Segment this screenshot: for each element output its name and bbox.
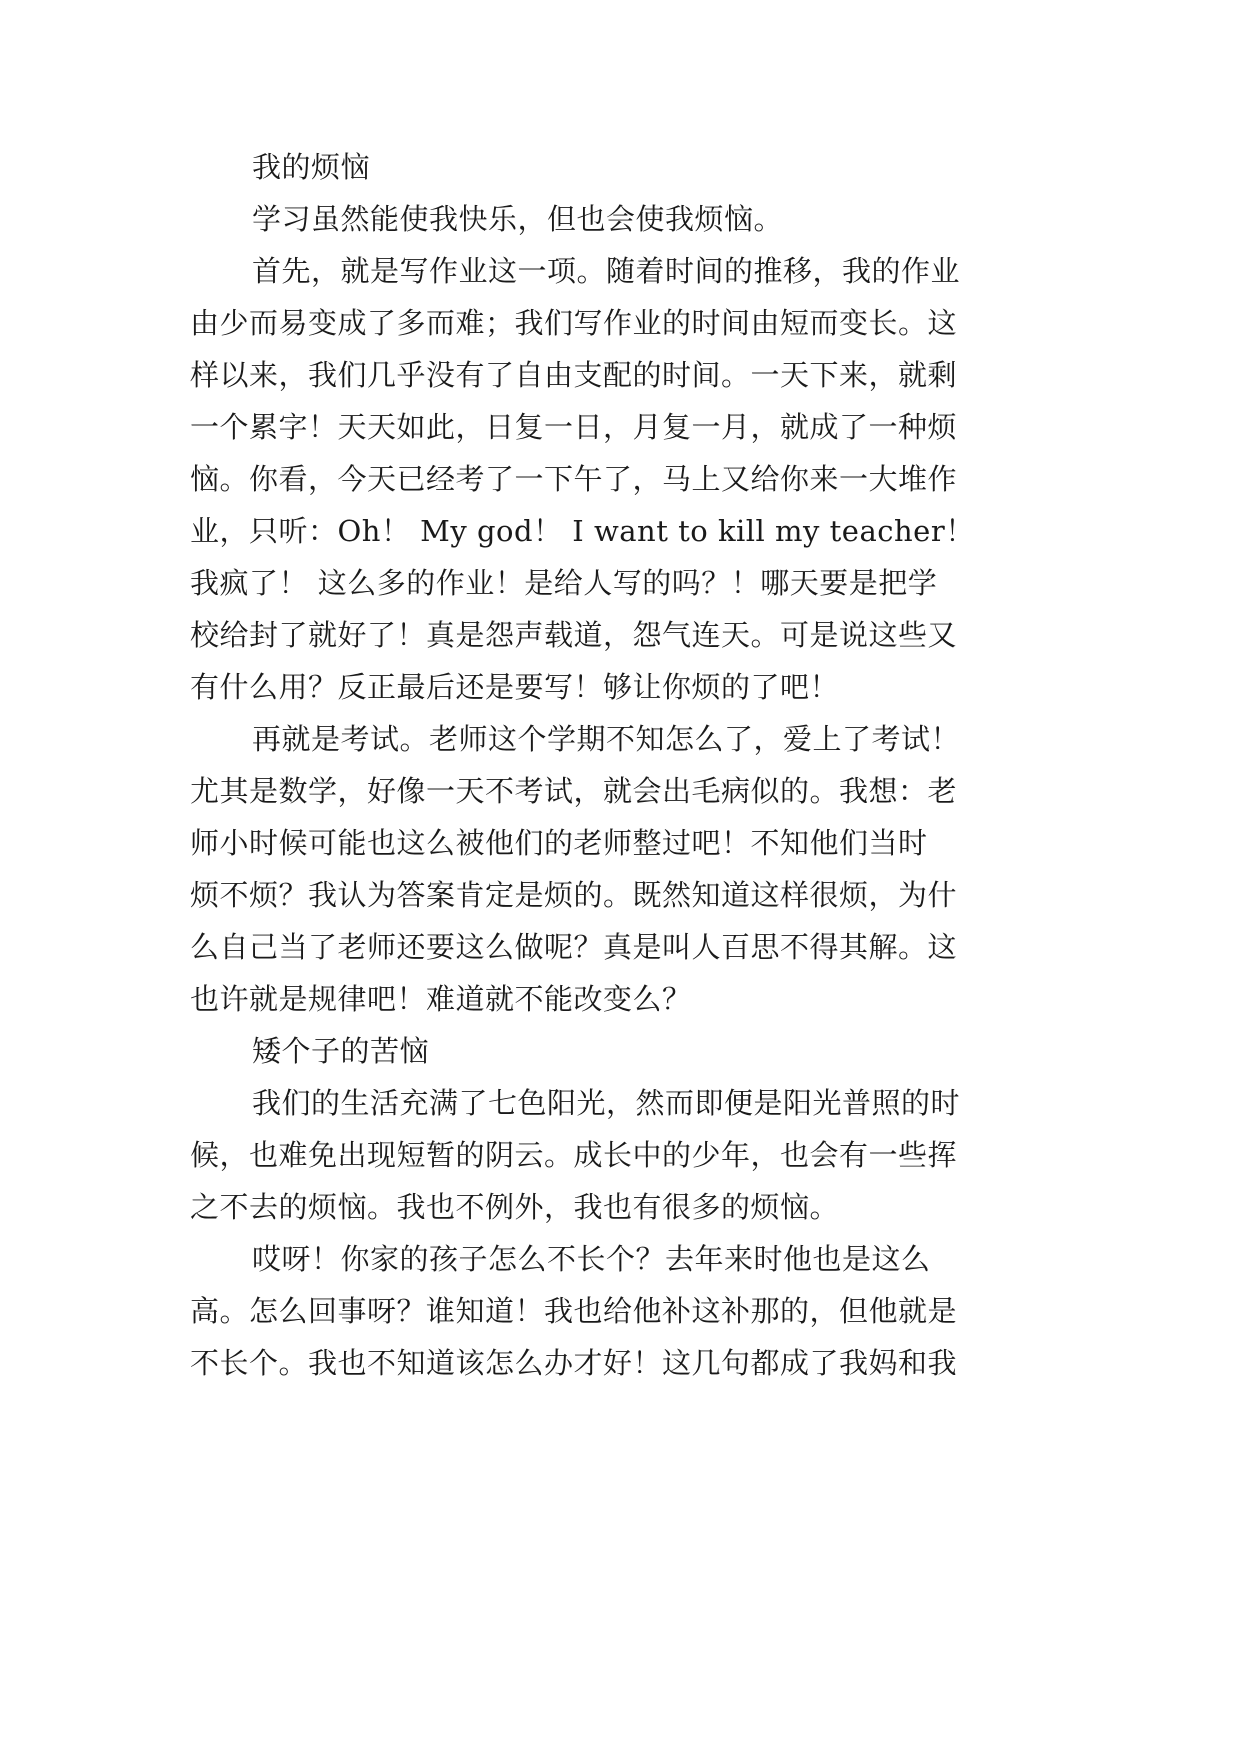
paragraph-line: 候，也难免出现短暂的阴云。成长中的少年，也会有一些挥 (190, 1138, 958, 1172)
paragraph-line: 不长个。我也不知道该怎么办才好！这几句都成了我妈和我 (190, 1346, 958, 1380)
paragraph-line: 样以来，我们几乎没有了自由支配的时间。一天下来，就剩 (190, 358, 958, 392)
paragraph-line: 再就是考试。老师这个学期不知怎么了，爱上了考试！ (252, 722, 961, 756)
paragraph-line: 首先，就是写作业这一项。随着时间的推移，我的作业 (252, 254, 961, 288)
paragraph-line: 由少而易变成了多而难；我们写作业的时间由短而变长。这 (190, 306, 958, 340)
paragraph-line: 恼。你看，今天已经考了一下午了，马上又给你来一大堆作 (190, 462, 958, 496)
paragraph-line: 我们的生活充满了七色阳光，然而即便是阳光普照的时 (252, 1086, 961, 1120)
title-my-worries: 我的烦恼 (252, 150, 371, 184)
paragraph-line: 学习虽然能使我快乐，但也会使我烦恼。 (252, 202, 784, 236)
paragraph-line: 也许就是规律吧！难道就不能改变么？ (190, 982, 692, 1016)
paragraph-line: 师小时候可能也这么被他们的老师整过吧！不知他们当时 (190, 826, 928, 860)
paragraph-line: 有什么用？反正最后还是要写！够让你烦的了吧！ (190, 670, 840, 704)
paragraph-line: 校给封了就好了！真是怨声载道，怨气连天。可是说这些又 (190, 618, 958, 652)
paragraph-line: 烦不烦？我认为答案肯定是烦的。既然知道这样很烦，为什 (190, 878, 958, 912)
paragraph-line: 哎呀！你家的孩子怎么不长个？去年来时他也是这么 (252, 1242, 931, 1276)
paragraph-line: 高。怎么回事呀？谁知道！我也给他补这补那的，但他就是 (190, 1294, 958, 1328)
paragraph-line: 业，只听：Oh！ My god！ I want to kill my teacher！ (190, 514, 975, 548)
paragraph-line: 么自己当了老师还要这么做呢？真是叫人百思不得其解。这 (190, 930, 958, 964)
title-short-kid-worries: 矮个子的苦恼 (252, 1034, 430, 1068)
paragraph-line: 我疯了！ 这么多的作业！是给人写的吗？！哪天要是把学 (190, 566, 938, 600)
paragraph-line: 尤其是数学，好像一天不考试，就会出毛病似的。我想：老 (190, 774, 958, 808)
paragraph-line: 一个累字！天天如此，日复一日，月复一月，就成了一种烦 (190, 410, 958, 444)
paragraph-line: 之不去的烦恼。我也不例外，我也有很多的烦恼。 (190, 1190, 840, 1224)
